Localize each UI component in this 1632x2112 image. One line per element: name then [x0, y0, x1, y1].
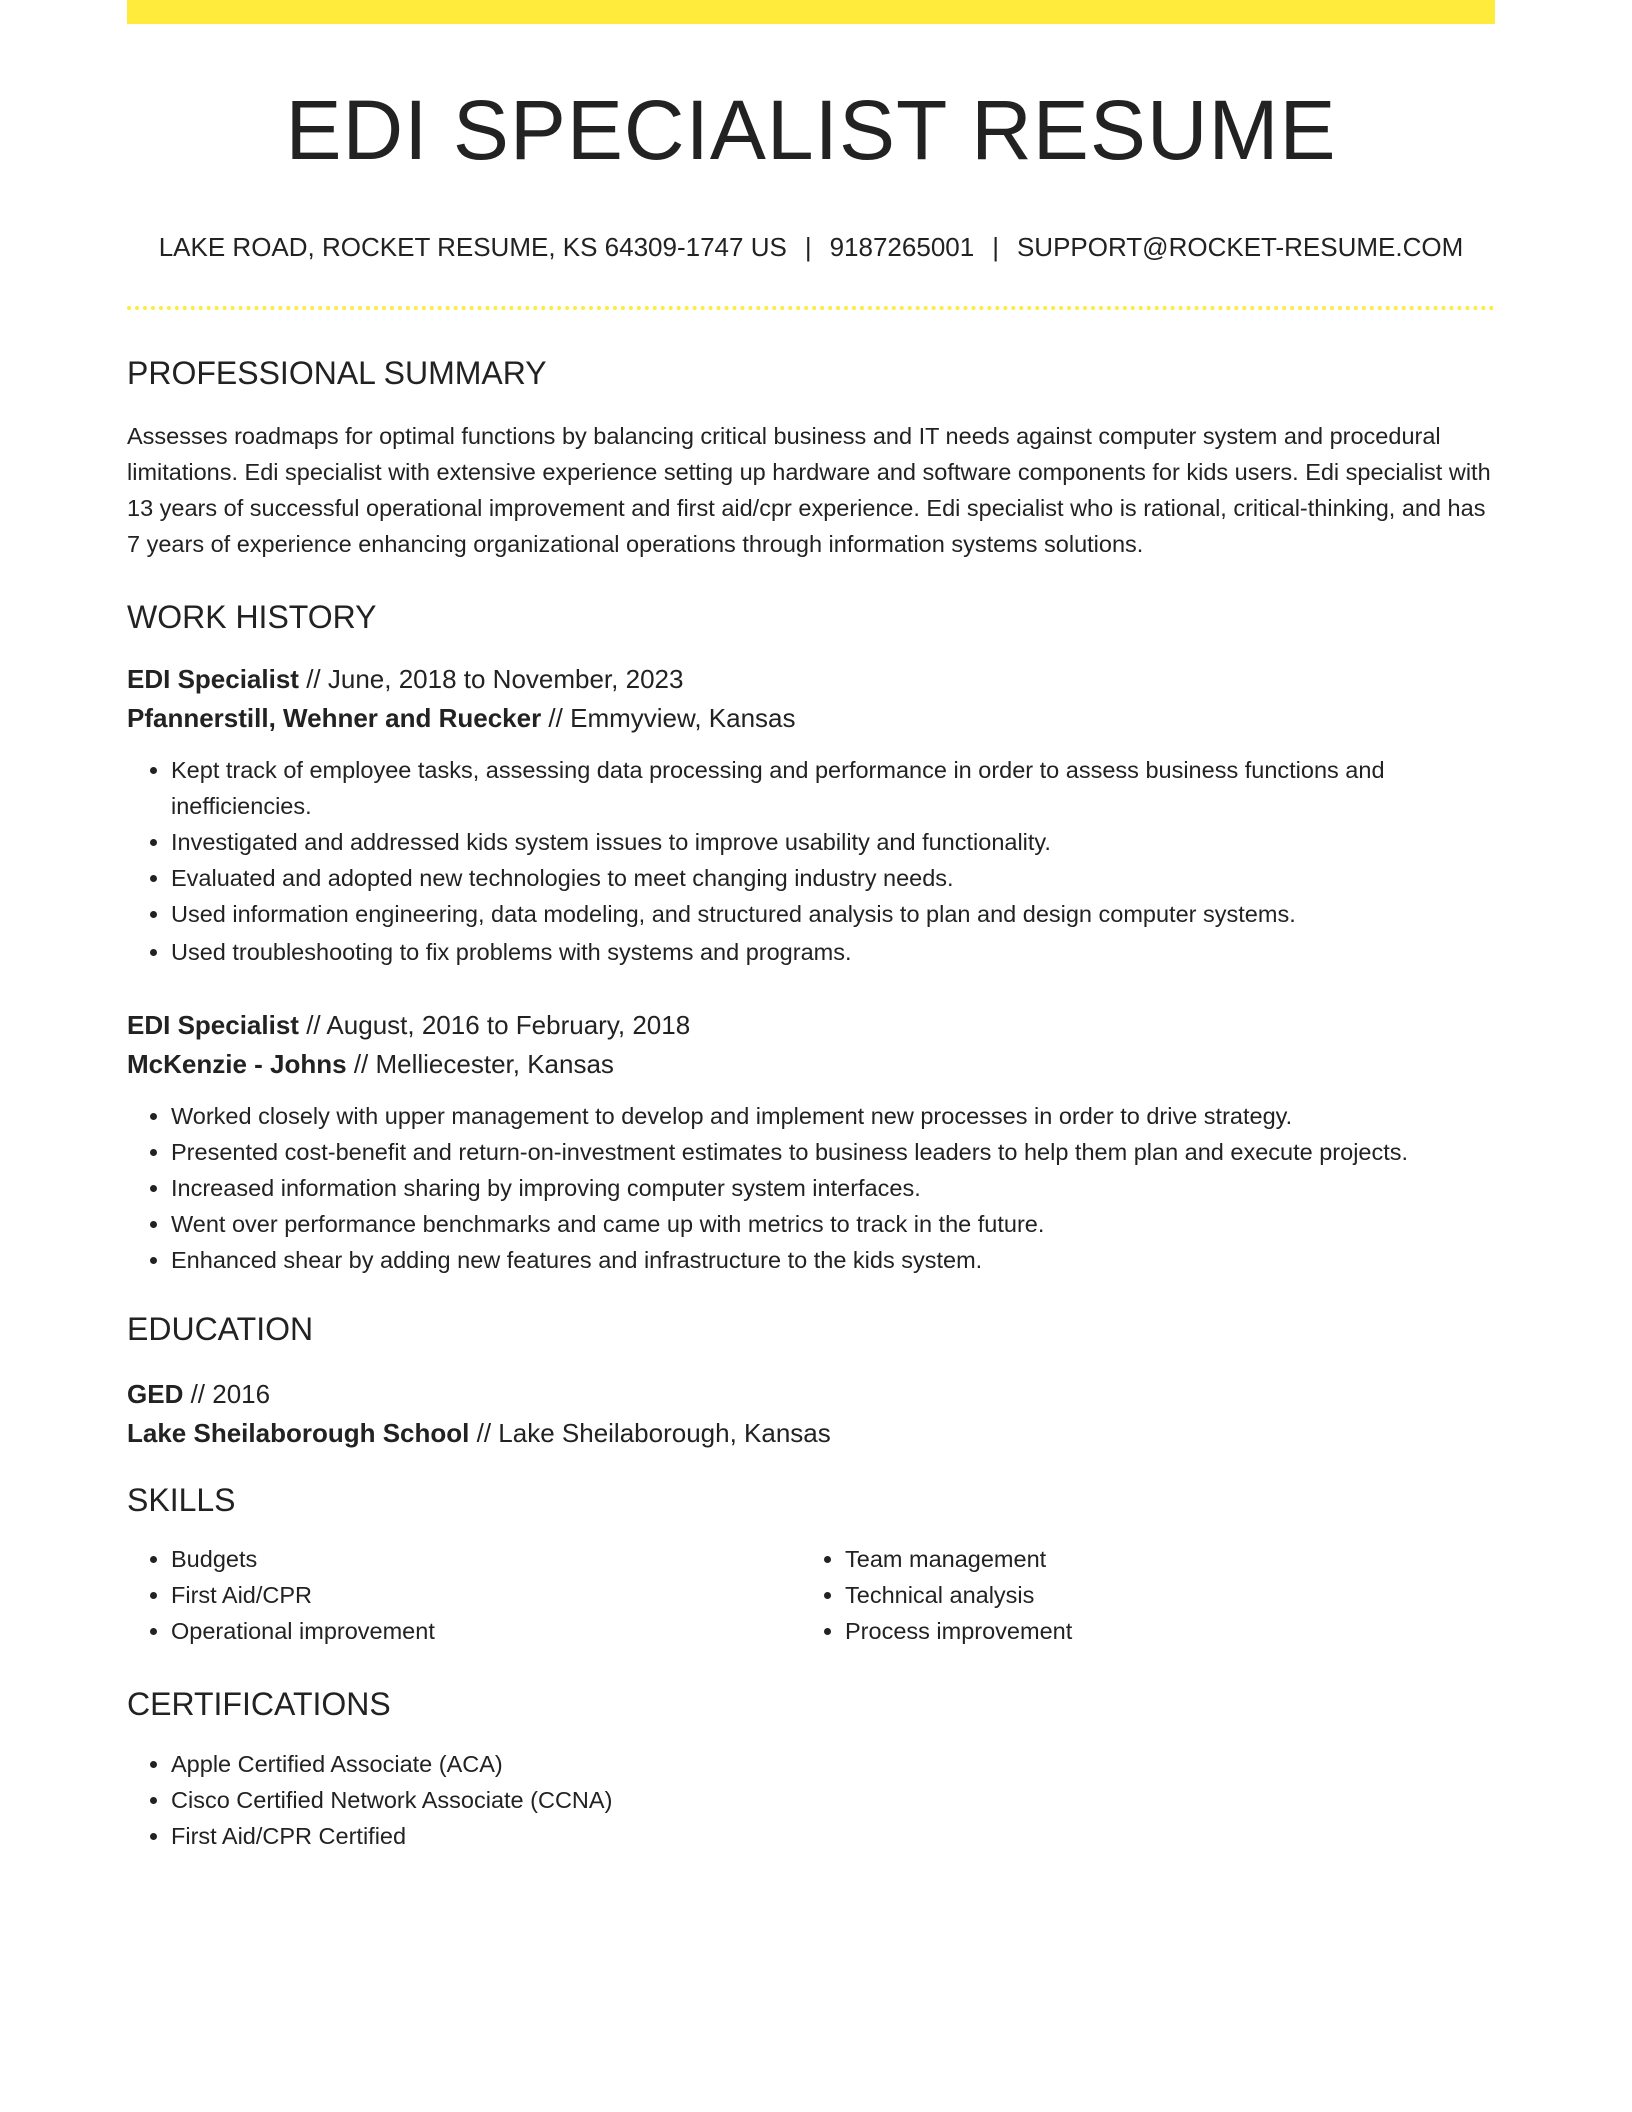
job-title-line: [127, 1006, 1495, 1045]
list-item: • Went over performance benchmarks and came up with metrics to track in the future.: [171, 1206, 1495, 1242]
dotted-divider: [127, 306, 1495, 310]
skills-column-right: [801, 1541, 1475, 1649]
contact-address: LAKE ROAD, ROCKET RESUME, KS 64309-1747 US: [158, 232, 787, 263]
job-company-line: [127, 699, 1495, 738]
education-location: // Lake Sheilaborough, Kansas: [469, 1417, 831, 1448]
job-location: // Emmyview, Kansas: [541, 703, 796, 734]
certifications-heading: CERTIFICATIONS: [127, 1686, 391, 1723]
certification-item: • Cisco Certified Network Associate (CCNA): [171, 1782, 1495, 1818]
job-bullets: [127, 1098, 1495, 1278]
skill-item: • Team management: [845, 1541, 1475, 1577]
education-degree-line: [127, 1375, 1495, 1414]
job-dates: // June, 2018 to November, 2023: [298, 664, 684, 695]
certification-item: • First Aid/CPR Certified: [171, 1818, 1495, 1854]
list-item: • Investigated and addressed kids system issues to improve usability and functionality.: [171, 824, 1495, 860]
contact-separator: |: [804, 232, 812, 263]
contact-phone: 9187265001: [829, 232, 975, 263]
skills-grid: [127, 1541, 1495, 1649]
work-history-heading: WORK HISTORY: [127, 598, 377, 635]
skill-item: • Process improvement: [845, 1613, 1475, 1649]
education-school: Lake Sheilaborough School: [127, 1417, 470, 1448]
job-company: Pfannerstill, Wehner and Ruecker: [127, 703, 542, 734]
resume-title: EDI SPECIALIST RESUME: [285, 83, 1337, 177]
certification-item: • Apple Certified Associate (ACA): [171, 1746, 1495, 1782]
job-bullets: [127, 752, 1495, 970]
list-item: • Enhanced shear by adding new features and infrastructure to the kids system.: [171, 1242, 1495, 1278]
contact-line: [127, 232, 1495, 263]
skill-item: • Technical analysis: [845, 1577, 1475, 1613]
accent-top-bar: [127, 0, 1495, 24]
contact-separator: |: [992, 232, 999, 263]
list-item: • Kept track of employee tasks, assessing data processing and performance in order to assess business functions and inefficiencies.: [171, 752, 1495, 824]
job-company: McKenzie - Johns: [127, 1049, 347, 1080]
list-item: • Presented cost-benefit and return-on-investment estimates to business leaders to help them plan and execute projects.: [171, 1134, 1495, 1170]
list-item: • Used troubleshooting to fix problems with systems and programs.: [171, 934, 1495, 970]
summary-text: Assesses roadmaps for optimal functions by balancing critical business and IT needs against computer system and procedural limitations. Edi specialist with extensive experience setting up hardware and software components for kids users. Edi specialist with 13 years of successful operational improvement and first aid/cpr experience. Edi specialist who is rational, critical-thinking, and has 7 years of experience enhancing organizational operations through information systems solutions.: [127, 422, 1491, 557]
resume-page: [127, 0, 1495, 1854]
job-title: EDI Specialist: [127, 664, 299, 695]
list-item: • Increased information sharing by improving computer system interfaces.: [171, 1170, 1495, 1206]
job-company-line: [127, 1045, 1495, 1084]
skills-column-left: [127, 1541, 801, 1649]
education-year: // 2016: [183, 1378, 271, 1409]
skill-item: • First Aid/CPR: [171, 1577, 801, 1613]
job-entry: [127, 660, 1495, 970]
skills-heading: SKILLS: [127, 1481, 236, 1518]
list-item: • Worked closely with upper management to develop and implement new processes in order to drive strategy.: [171, 1098, 1495, 1134]
job-title-line: [127, 660, 1495, 699]
list-item: • Used information engineering, data modeling, and structured analysis to plan and design computer systems.: [171, 896, 1495, 932]
list-item: • Evaluated and adopted new technologies to meet changing industry needs.: [171, 860, 1495, 896]
skill-item: • Budgets: [171, 1541, 801, 1577]
job-location: // Melliecester, Kansas: [346, 1049, 614, 1080]
job-title: EDI Specialist: [127, 1010, 299, 1041]
summary-heading: PROFESSIONAL SUMMARY: [127, 354, 547, 391]
job-dates: // August, 2016 to February, 2018: [298, 1010, 691, 1041]
education-heading: EDUCATION: [127, 1311, 314, 1348]
education-degree: GED: [127, 1378, 184, 1409]
contact-email: SUPPORT@ROCKET-RESUME.COM: [1016, 232, 1464, 263]
job-entry: [127, 1006, 1495, 1278]
education-school-line: [127, 1414, 1495, 1453]
skill-item: • Operational improvement: [171, 1613, 801, 1649]
certifications-list: [127, 1746, 1495, 1854]
